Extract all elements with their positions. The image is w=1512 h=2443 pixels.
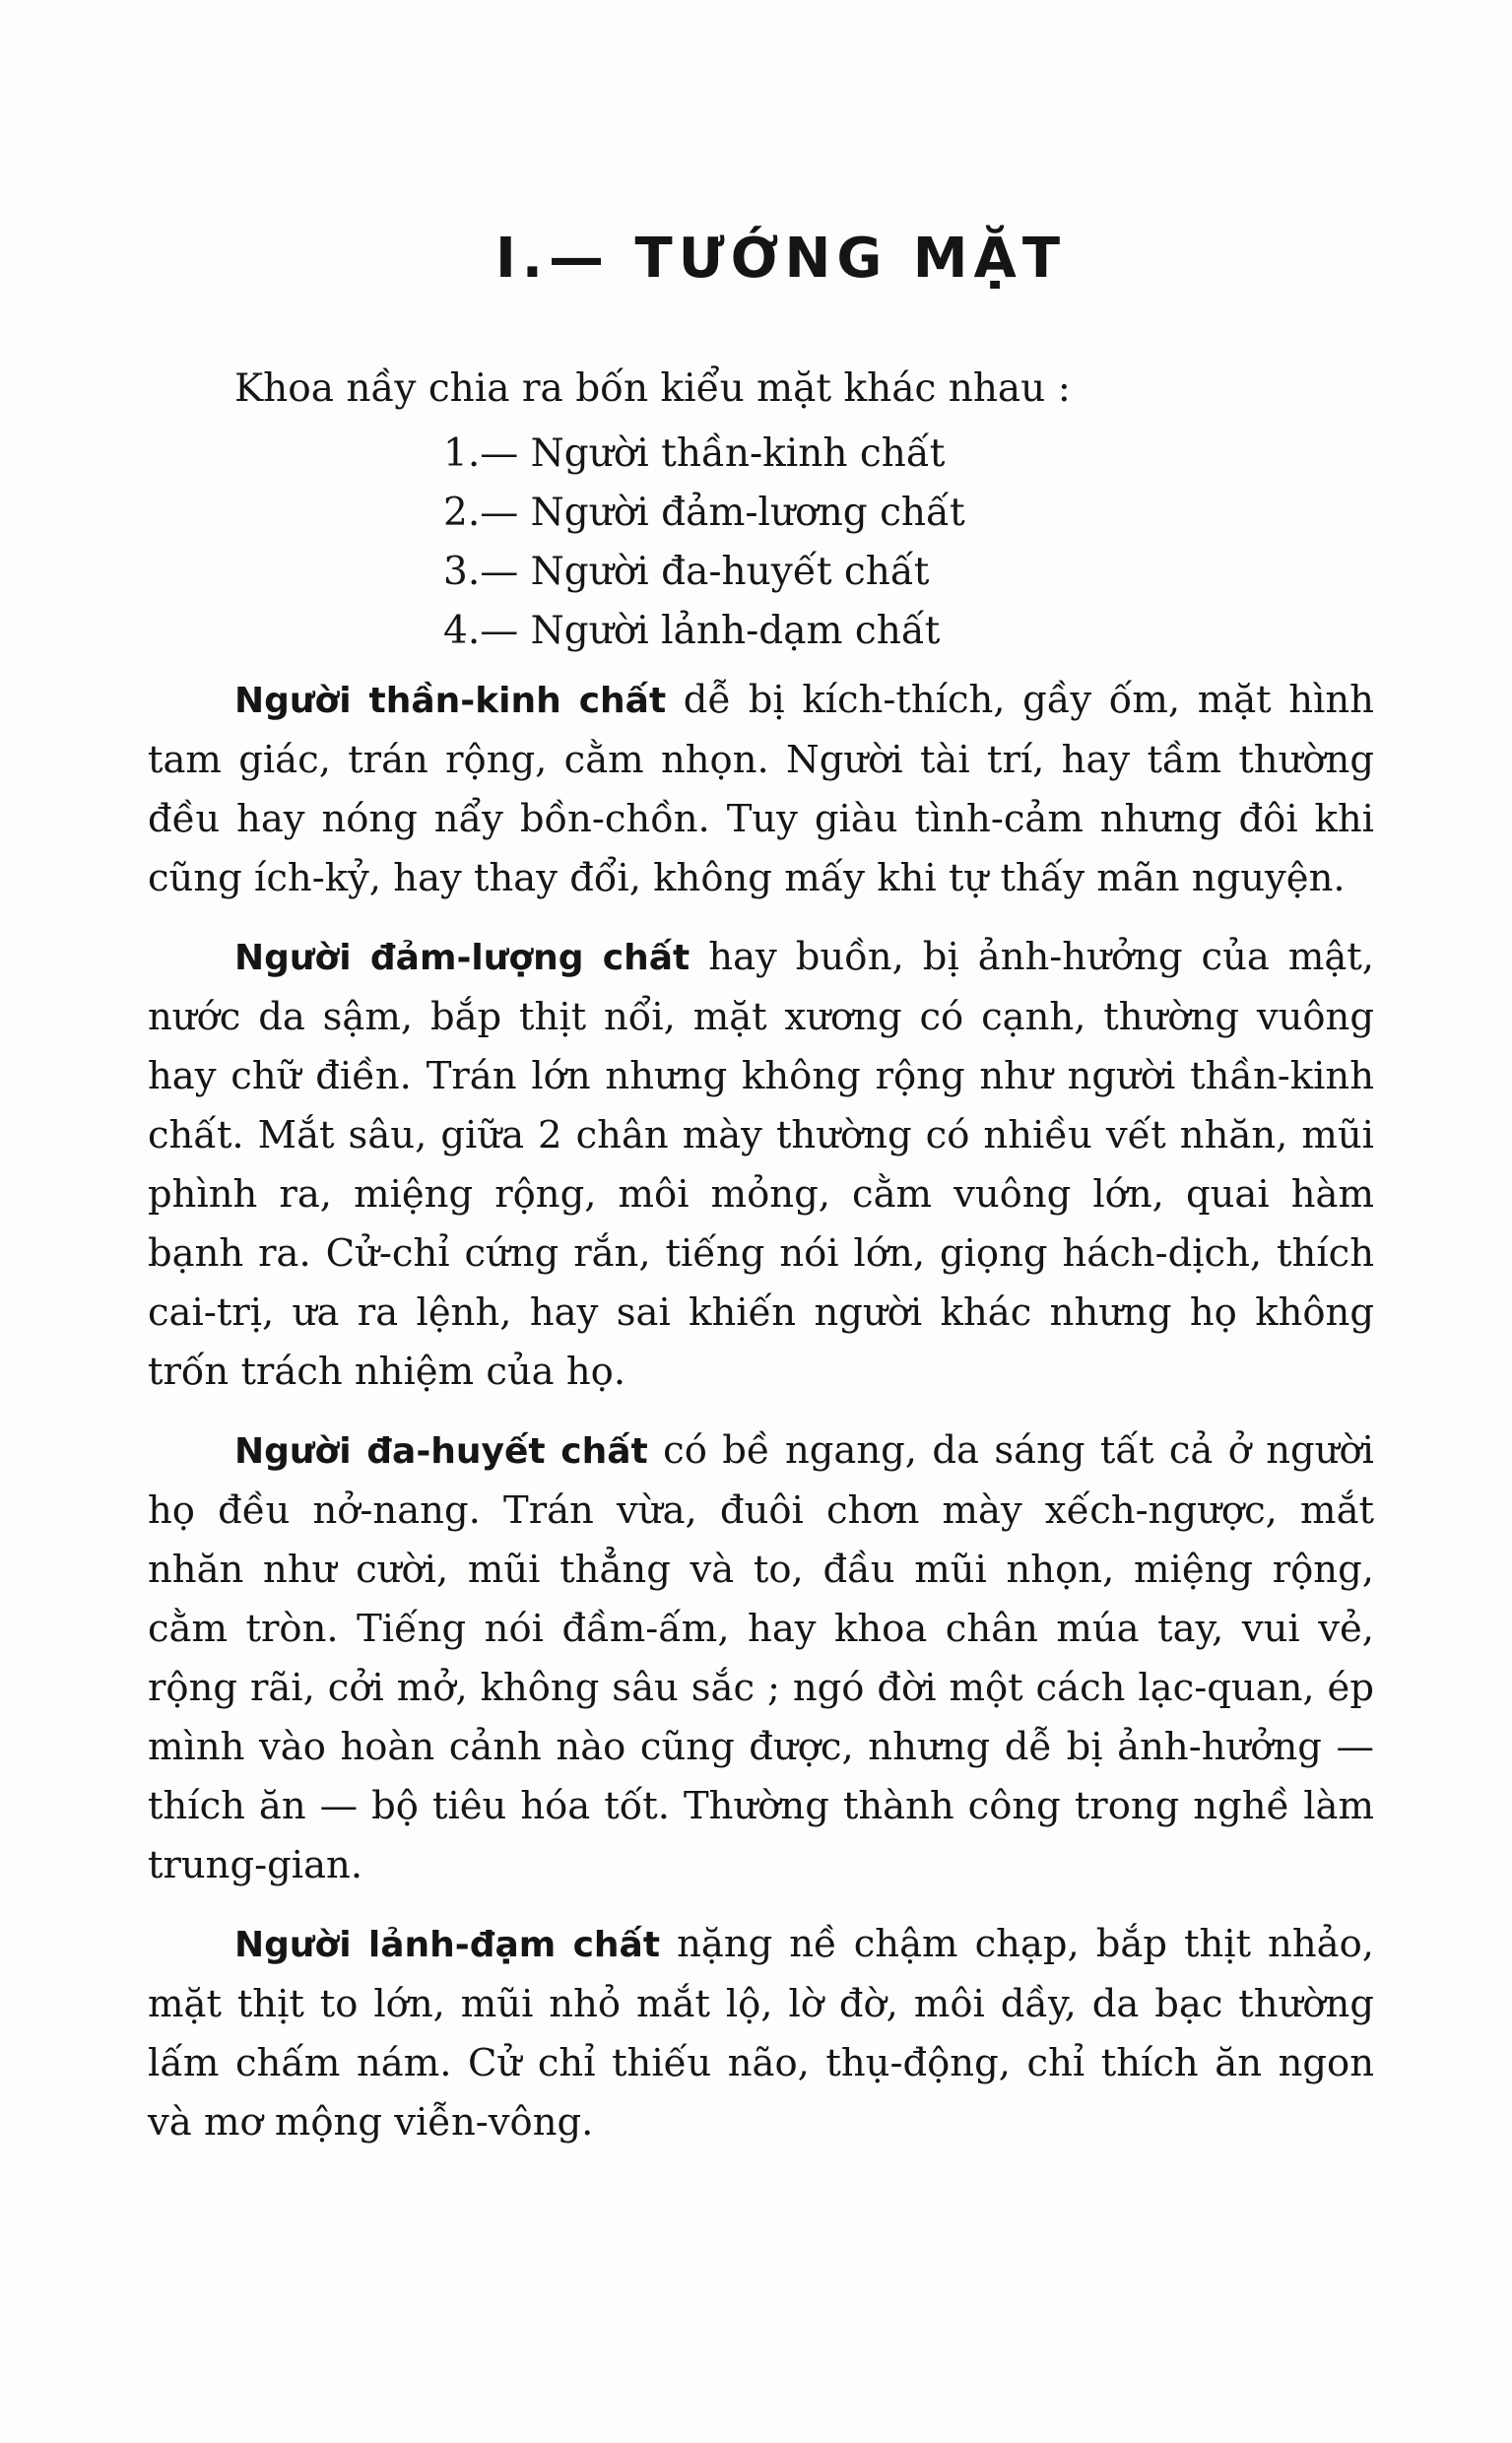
face-types-list (148, 425, 1374, 661)
face-type-item: 4.— Người lảnh-dạm chất (443, 609, 941, 653)
face-type-item: 2.— Người đảm-lương chất (443, 491, 965, 535)
face-type-item: 3.— Người đa-huyết chất (443, 550, 930, 594)
paragraph-text: dễ bị kích-thích, gầy ốm, mặt hình tam giác, trán rộng, cằm nhọn. Người tài trí, hay tầm thường đều hay nóng nẩy bồn-chồn. Tuy giàu tình-cảm nhưng đôi khi cũng ích-kỷ, hay thay đổi, không mấy khi tự thấy mãn nguyện. (148, 678, 1374, 900)
paragraph-text: có bề ngang, da sáng tất cả ở người họ đều nở-nang. Trán vừa, đuôi chơn mày xếch-ngược, mắt nhăn như cười, mũi thẳng và to, đầu mũi nhọn, miệng rộng, cằm tròn. Tiếng nói đầm-ấm, hay khoa chân múa tay, vui vẻ, rộng rãi, cởi mở, không sâu sắc ; ngó đời một cách lạc-quan, ép mình vào hoàn cảnh nào cũng được, nhưng dễ bị ảnh-hưởng — thích ăn — bộ tiêu hóa tốt. Thường thành công trong nghề làm trung-gian. (148, 1428, 1374, 1887)
paragraph-dam-luong (148, 928, 1374, 1402)
intro-text: Khoa nầy chia ra bốn kiểu mặt khác nhau : (234, 366, 1071, 411)
face-type-item: 1.— Người thần-kinh chất (443, 431, 946, 476)
paragraph-lanh-dam (148, 1915, 1374, 2152)
paragraph-term: Người thần-kinh chất (234, 681, 667, 721)
paragraph-term: Người đảm-lượng chất (234, 938, 690, 978)
paragraph-term: Người đa-huyết chất (234, 1431, 648, 1472)
page-title: I.— TƯỚNG MẶT (494, 227, 1067, 291)
paragraph-than-kinh (148, 671, 1374, 908)
paragraph-text: nặng nề chậm chạp, bắp thịt nhảo, mặt thịt to lớn, mũi nhỏ mắt lộ, lờ đờ, môi dầy, da bạc thường lấm chấm nám. Cử chỉ thiếu não, thụ-động, chỉ thích ăn ngon và mơ mộng viễn-vông. (148, 1922, 1375, 2145)
paragraph-da-huyet (148, 1421, 1374, 1895)
paragraph-text: hay buồn, bị ảnh-hưởng của mật, nước da sậm, bắp thịt nổi, mặt xương có cạnh, thường vuông hay chữ điền. Trán lớn nhưng không rộng như người thần-kinh chất. Mắt sâu, giữa 2 chân mày thường có nhiều vết nhăn, mũi phình ra, miệng rộng, môi mỏng, cằm vuông lớn, quai hàm bạnh ra. Cử-chỉ cứng rắn, tiếng nói lớn, giọng hách-dịch, thích cai-trị, ưa ra lệnh, hay sai khiến người khác nhưng họ không trốn trách nhiệm của họ. (148, 935, 1374, 1394)
document-page (148, 227, 1374, 2172)
paragraph-term: Người lảnh-đạm chất (234, 1925, 661, 1965)
